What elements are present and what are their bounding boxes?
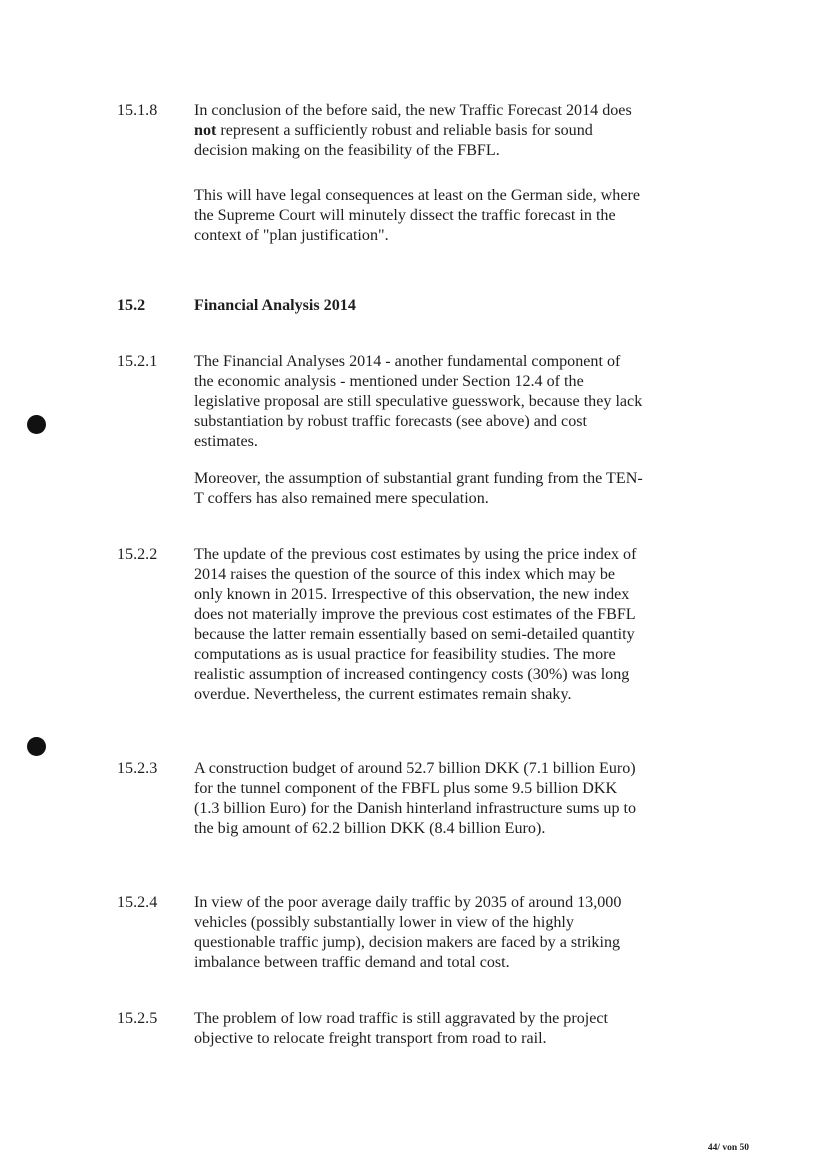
emphasis-text: not — [194, 122, 217, 139]
paragraph — [194, 101, 644, 161]
paragraph-text: In conclusion of the before said, the new Traffic Forecast 2014 does — [194, 102, 632, 119]
paragraph: The problem of low road traffic is still aggravated by the project objective to relocate freight transport from road to rail. — [194, 1010, 608, 1047]
paragraph: A construction budget of around 52.7 billion DKK (7.1 billion Euro) for the tunnel component of the FBFL plus some 9.5 billion DKK (1.3 billion Euro) for the Danish hinterland infrastructure sums up to the big amount of 62.2 billion DKK (8.4 billion Euro). — [194, 760, 637, 837]
punch-hole-icon — [27, 415, 46, 434]
paragraph-text: represent a sufficiently robust and reliable basis for sound decision making on the feasibility of the FBFL. — [194, 122, 593, 159]
section-number: 15.2.5 — [117, 1010, 158, 1027]
section-number: 15.2.2 — [117, 546, 158, 563]
paragraph: This will have legal consequences at least on the German side, where the Supreme Court will minutely dissect the traffic forecast in the context of "plan justification". — [194, 187, 640, 244]
section-number: 15.2.4 — [117, 894, 158, 911]
paragraph: The update of the previous cost estimates by using the price index of 2014 raises the question of the source of this index which may be only known in 2015. Irrespective of this observation, the new index does not materially improve the previous cost estimates of the FBFL because the latter remain essentially based on semi-detailed quantity computations as is usual practice for feasibility studies. The more realistic assumption of increased contingency costs (30%) was long overdue. Nevertheless, the current estimates remain shaky. — [194, 546, 637, 703]
section-number: 15.2.3 — [117, 760, 158, 777]
section-number: 15.2.1 — [117, 353, 158, 370]
paragraph: Moreover, the assumption of substantial grant funding from the TEN-T coffers has also remained mere speculation. — [194, 470, 643, 507]
paragraph: The Financial Analyses 2014 - another fundamental component of the economic analysis - mentioned under Section 12.4 of the legislative proposal are still speculative guesswork, because they lack substantiation by robust traffic forecasts (see above) and cost estimates. — [194, 353, 643, 450]
paragraph: In view of the poor average daily traffic by 2035 of around 13,000 vehicles (possibly substantially lower in view of the highly questionable traffic jump), decision makers are faced by a striking imbalance between traffic demand and total cost. — [194, 894, 622, 971]
heading-title: Financial Analysis 2014 — [194, 297, 356, 314]
page-number: 44/ von 50 — [707, 1143, 749, 1153]
section-number: 15.1.8 — [117, 102, 158, 119]
punch-hole-icon — [27, 737, 46, 756]
heading-number: 15.2 — [117, 297, 146, 314]
